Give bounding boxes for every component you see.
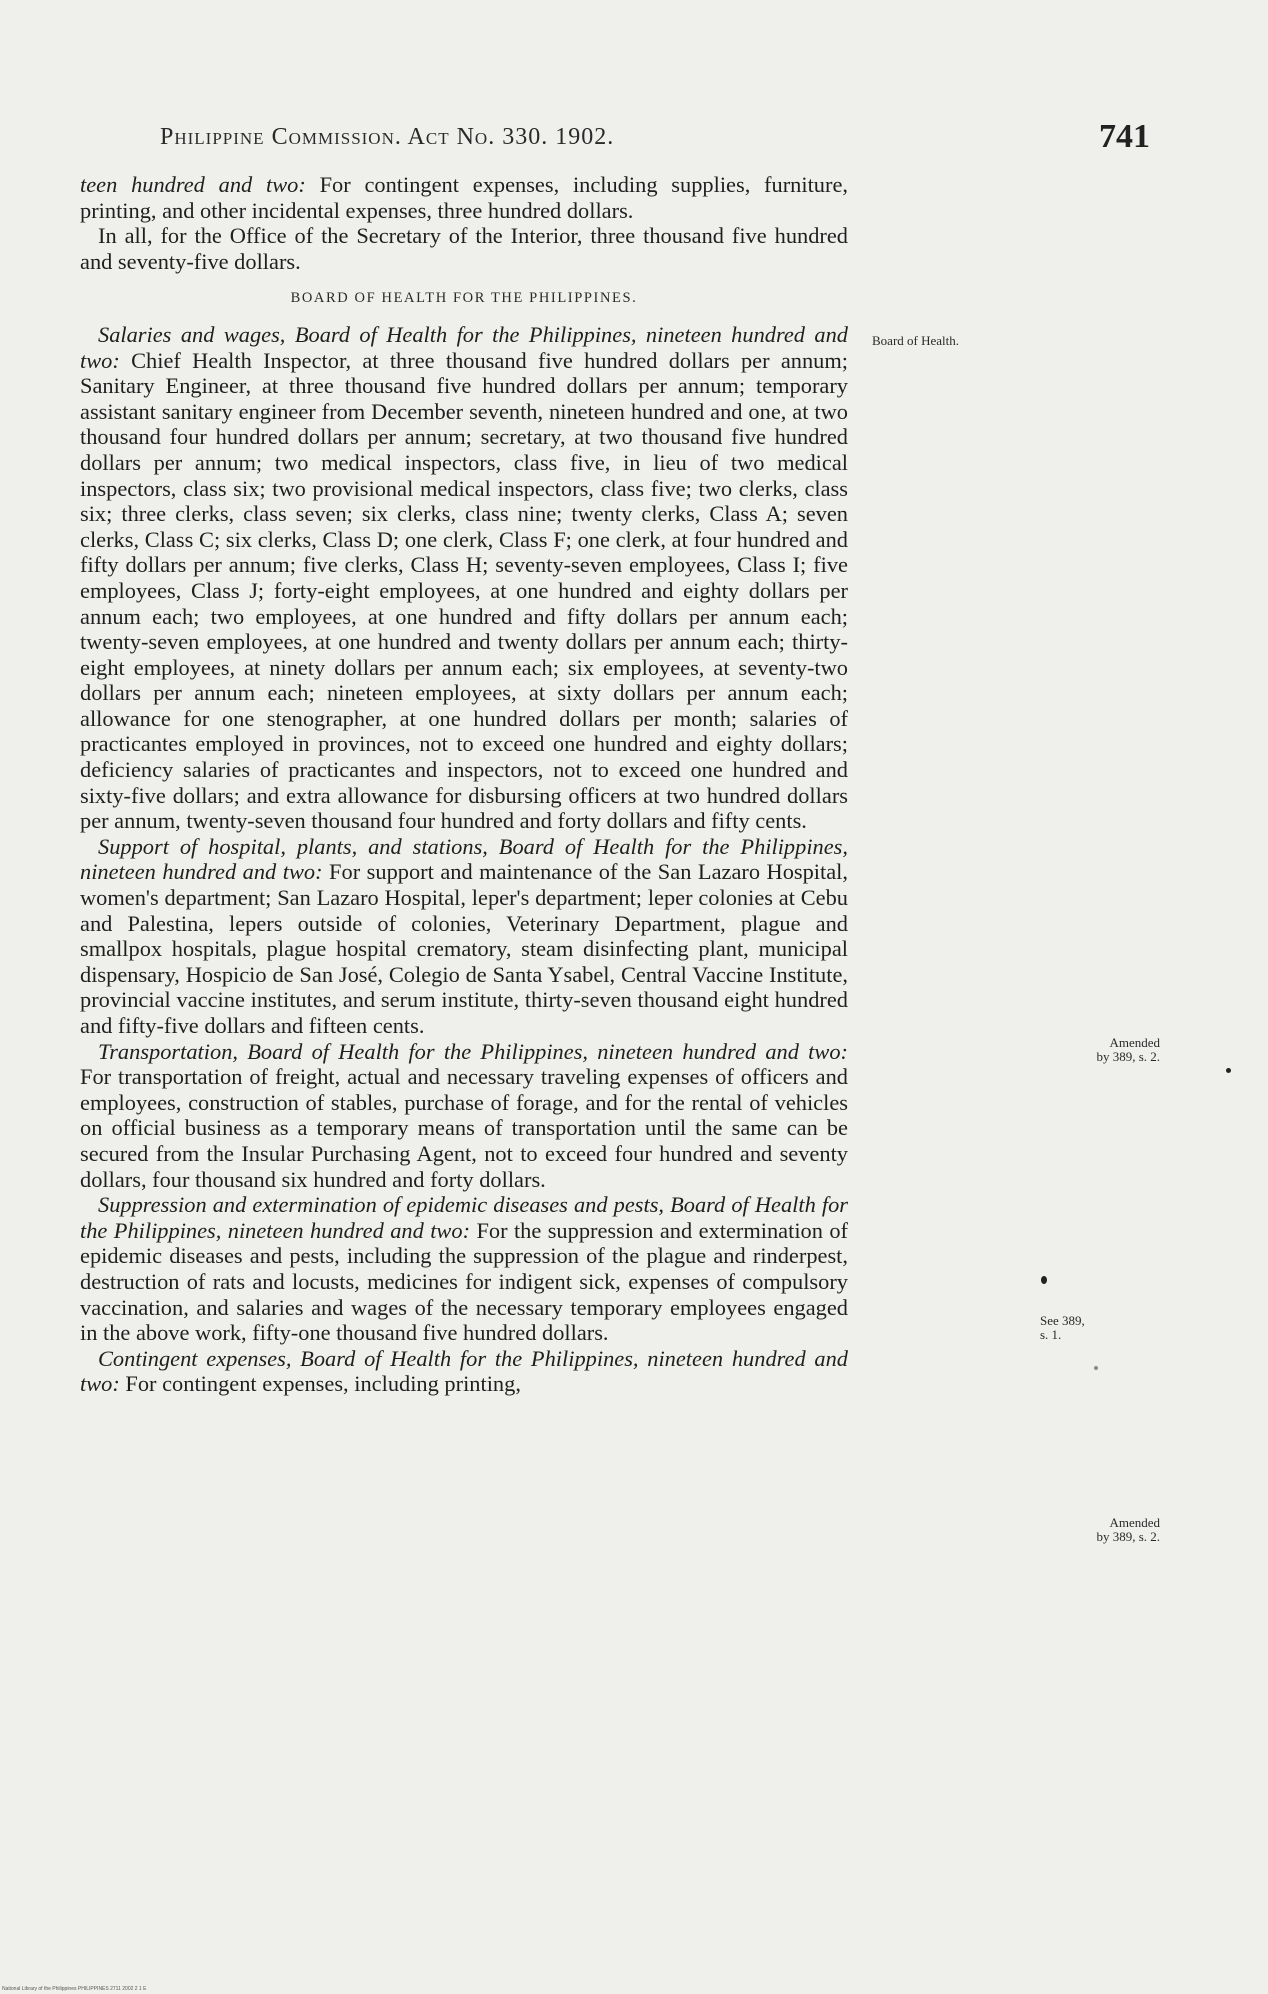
paragraph-7-text: For contingent expenses, including printing, xyxy=(119,1371,521,1397)
paragraph-6-italic: Suppression and extermination of epidemic diseases and pests, Board of Health for the Philippines, nineteen hundred and two: xyxy=(80,1192,848,1243)
paragraph-5-text: For transportation of freight, actual and necessary traveling expenses of officers and employees, construction of stables, purchase of forage, and for the rental of vehicles on official business as a temporary means of transportation until the same can be secured from the Insular Purchasing Agent, not to exceed four hundred and seventy dollars, four thousand six hundred and forty dollars. xyxy=(80,1064,848,1192)
section-heading: BOARD OF HEALTH FOR THE PHILIPPINES. xyxy=(290,290,638,307)
paragraph-3-text: Chief Health Inspector, at three thousand five hundred dollars per annum; Sanitary Engineer, at three thousand five hundred dollars per annum; temporary assistant sanitary engineer from December seventh, nineteen hundred and one, at two thousand four hundred dollars per annum; secretary, at two thousand five hundred dollars per annum; two medical inspectors, class five, in lieu of two medical inspectors, class six; two provisional medical inspectors, class five; two clerks, class six; three clerks, class seven; six clerks, class nine; twenty clerks, Class A; seven clerks, Class C; six clerks, Class D; one clerk, Class F; one clerk, at four hundred and fifty dollars per annum; five clerks, Class H; seventy-seven employees, Class I; five employees, Class J; forty-eight employees, at one hundred and eighty dollars per annum each; two employees, at one hundred and fifty dollars per annum each; twenty-seven employees, at one hundred and twenty dollars per annum each; thirty-eight employees, at ninety dollars per annum each; six employees, at seventy-two dollars per annum each; nineteen employees, at sixty dollars per annum each; allowance for one stenographer, at one hundred dollars per month; salaries of practicantes employed in provinces, not to exceed one hundred and eighty dollars; deficiency salaries of practicantes and inspectors, not to exceed one hundred and sixty-five dollars; and extra allowance for disbursing officers at two hundred dollars per annum, twenty-seven thousand four hundred and forty dollars and fifty cents. xyxy=(80,347,848,834)
margin-note-see-line-2: s. 1. xyxy=(1040,1327,1062,1342)
paragraph-1 xyxy=(80,172,848,223)
paragraph-3 xyxy=(80,322,848,834)
paragraph-4 xyxy=(80,834,848,1039)
paragraph-6-text: For the suppression and extermination of epidemic diseases and pests, including the suppression of the plague and rinderpest, destruction of rats and locusts, medicines for indigent sick, expenses of compulsory vaccination, and salaries and wages of the necessary temporary employees engaged in the above work, fifty-one thousand five hundred dollars. xyxy=(80,1217,849,1346)
margin-note-amended-2 xyxy=(1010,1516,1160,1544)
margin-note-amended-1-line-1: Amended xyxy=(1109,1035,1160,1050)
paragraph-5-italic: Transportation, Board of Health for the Philippines, nineteen hundred and two: xyxy=(98,1038,848,1064)
paragraph-3-italic: Salaries and wages, Board of Health for the Philippines, nineteen hundred and two: xyxy=(80,321,848,373)
paragraph-1-italic: teen hundred and two: xyxy=(80,172,306,197)
page-number: 741 xyxy=(1099,118,1150,155)
paragraph-4-italic: Support of hospital, plants, and stations, Board of Health for the Philippines, nineteen hundred and two: xyxy=(80,833,848,885)
scan-footer: National Library of the Philippines PHILIPPINES 2711 2002 2 1 E xyxy=(2,1986,147,1992)
body-text xyxy=(80,172,848,1397)
paragraph-5 xyxy=(80,1039,848,1193)
paragraph-6 xyxy=(80,1192,848,1346)
paragraph-7-italic: Contingent expenses, Board of Health for the Philippines, nineteen hundred and two: xyxy=(80,1345,848,1397)
page-header xyxy=(160,118,1150,158)
paragraph-4-text: For support and maintenance of the San Lazaro Hospital, women's department; San Lazaro Hospital, leper's department; leper colonies at Cebu and Palestina, lepers outside of colonies, Veterinary Department, plague and smallpox hospitals, plague hospital crematory, steam disinfecting plant, municipal dispensary, Hospicio de San José, Colegio de Santa Ysabel, Central Vaccine Institute, provincial vaccine institutes, and serum institute, thirty-seven thousand eight hundred and fifty-five dollars and fifteen cents. xyxy=(80,859,849,1038)
ink-speck xyxy=(1226,1068,1231,1073)
margin-note-amended-2-line-2: by 389, s. 2. xyxy=(1096,1529,1160,1544)
paragraph-1-text: For contingent expenses, including supplies, furniture, printing, and other incidental expenses, three hundred dollars. xyxy=(80,172,848,223)
running-head: Philippine Commission. Act No. 330. 1902. xyxy=(160,124,615,150)
margin-note-see xyxy=(1040,1314,1160,1342)
paragraph-2: In all, for the Office of the Secretary of the Interior, three thousand five hundred and seventy-five dollars. xyxy=(80,223,848,274)
margin-note-amended-2-line-1: Amended xyxy=(1109,1515,1160,1530)
margin-note-board-of-health: Board of Health. xyxy=(872,333,960,348)
paragraph-7 xyxy=(80,1346,848,1397)
ink-speck xyxy=(1094,1366,1098,1370)
margin-note-amended-1 xyxy=(1010,1036,1160,1064)
margin-note-see-line-1: See 389, xyxy=(1040,1313,1085,1328)
margin-note-amended-1-line-2: by 389, s. 2. xyxy=(1096,1049,1160,1064)
ink-speck xyxy=(1041,1276,1047,1284)
